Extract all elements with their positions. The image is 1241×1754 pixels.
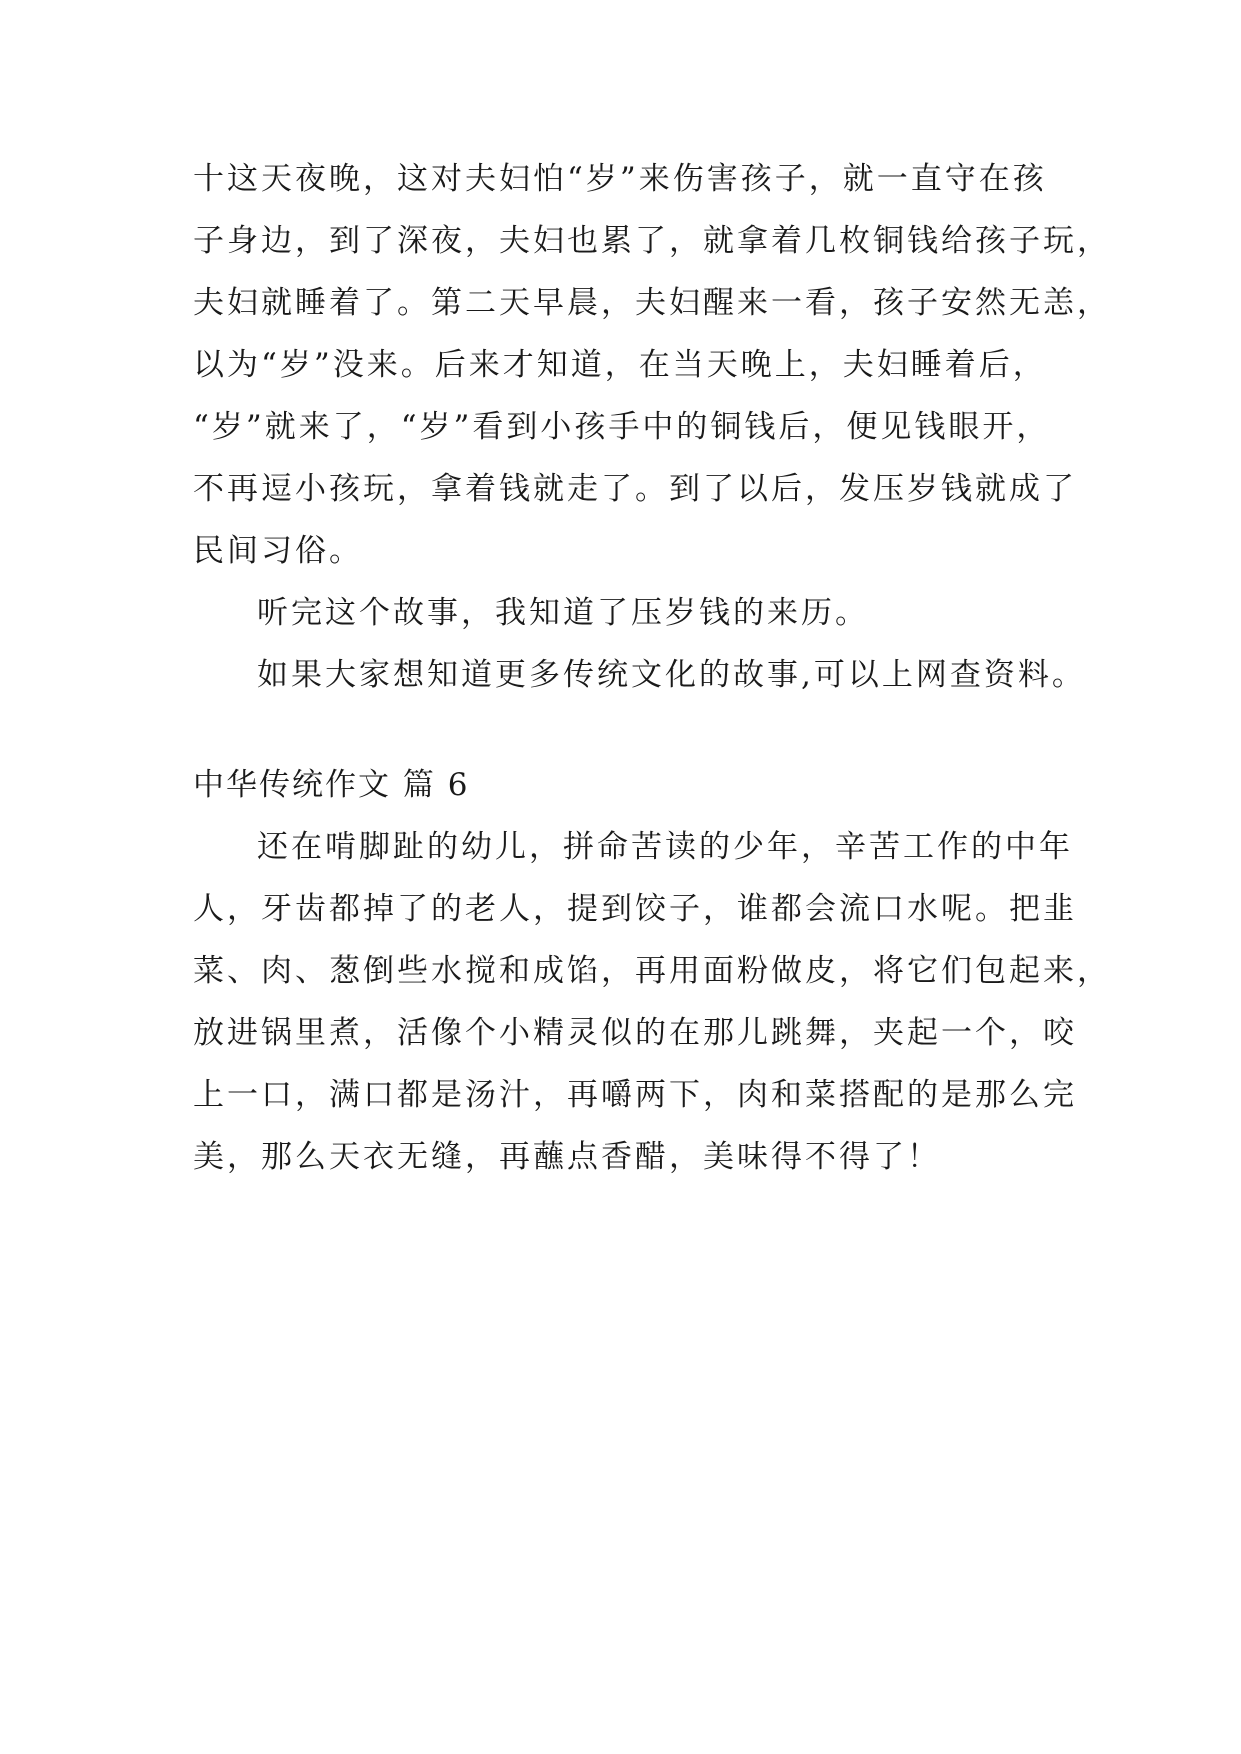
text-line: 不再逗小孩玩，拿着钱就走了。到了以后，发压岁钱就成了	[193, 471, 1077, 507]
text-line: 菜、肉、葱倒些水搅和成馅，再用面粉做皮，将它们包起来，	[193, 953, 1111, 989]
text-line: 十这天夜晚，这对夫妇怕“岁”来伤害孩子，就一直守在孩	[193, 161, 1047, 197]
conclusion-paragraph: 听完这个故事，我知道了压岁钱的来历。	[257, 595, 869, 631]
story-paragraph	[193, 148, 1111, 582]
closing-paragraph: 如果大家想知道更多传统文化的故事,可以上网查资料。	[257, 657, 1086, 693]
text-line: 以为“岁”没来。后来才知道，在当天晚上，夫妇睡着后，	[193, 347, 1047, 383]
text-line: 还在啃脚趾的幼儿，拼命苦读的少年，辛苦工作的中年	[257, 829, 1073, 865]
section-spacer	[193, 706, 1073, 754]
document-body	[193, 148, 1111, 1188]
text-line: 子身边，到了深夜，夫妇也累了，就拿着几枚铜钱给孩子玩，	[193, 223, 1111, 259]
text-line: “岁”就来了，“岁”看到小孩手中的铜钱后，便见钱眼开，	[193, 409, 1051, 445]
section-heading: 中华传统作文 篇 6	[193, 767, 470, 803]
text-line: 人，牙齿都掉了的老人，提到饺子，谁都会流口水呢。把韭	[193, 891, 1077, 927]
text-line: 民间习俗。	[193, 533, 363, 569]
essay-paragraph	[193, 816, 1111, 1188]
text-line: 放进锅里煮，活像个小精灵似的在那儿跳舞，夹起一个，咬	[193, 1015, 1077, 1051]
text-line: 美，那么天衣无缝，再蘸点香醋，美味得不得了！	[193, 1139, 941, 1175]
text-line: 上一口，满口都是汤汁，再嚼两下，肉和菜搭配的是那么完	[193, 1077, 1077, 1113]
text-line: 夫妇就睡着了。第二天早晨，夫妇醒来一看，孩子安然无恙，	[193, 285, 1111, 321]
